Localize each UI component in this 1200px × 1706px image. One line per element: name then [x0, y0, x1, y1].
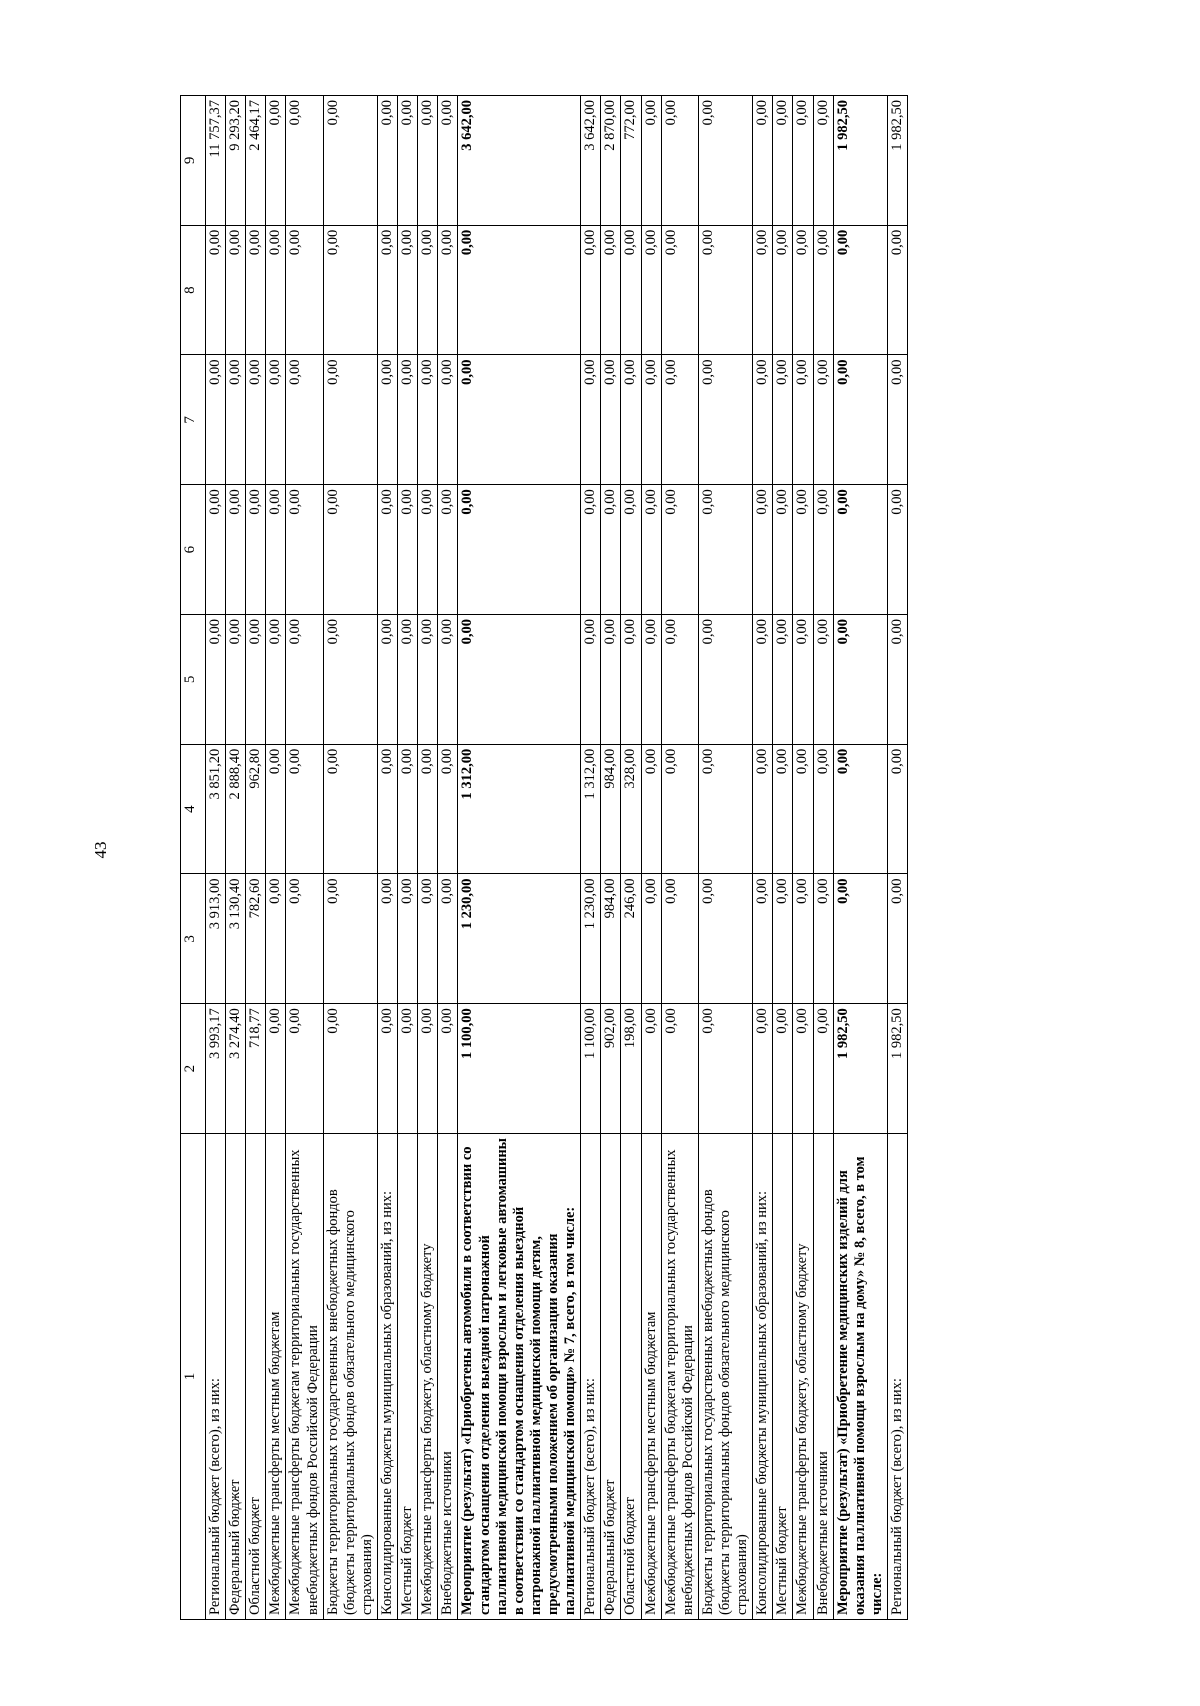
table-cell: 0,00: [246, 615, 266, 745]
table-cell: 0,00: [661, 874, 698, 1004]
table-cell: 0,00: [601, 485, 621, 615]
table-cell: 1 100,00: [458, 1004, 581, 1134]
table-cell: 0,00: [377, 744, 397, 874]
table-cell: 3 642,00: [458, 96, 581, 226]
table-cell: 0,00: [887, 874, 907, 1004]
row-label: Межбюджетные трансферты бюджету, областному бюджету: [793, 1134, 813, 1620]
table-row: [226, 96, 246, 1620]
table-cell: 0,00: [266, 615, 286, 745]
table-cell: 246,00: [621, 874, 641, 1004]
table-row: [773, 96, 793, 1620]
table-cell: 0,00: [773, 355, 793, 485]
table-cell: 0,00: [286, 225, 323, 355]
row-label: Местный бюджет: [398, 1134, 418, 1620]
budget-table: [180, 95, 908, 1620]
table-cell: 0,00: [398, 485, 418, 615]
table-cell: 0,00: [661, 485, 698, 615]
table-cell: 0,00: [601, 225, 621, 355]
table-cell: 0,00: [377, 225, 397, 355]
table-cell: 0,00: [377, 874, 397, 1004]
table-cell: 0,00: [698, 96, 752, 226]
table-cell: 0,00: [438, 744, 458, 874]
table-cell: 0,00: [621, 355, 641, 485]
table-cell: 0,00: [323, 744, 377, 874]
table-cell: 0,00: [226, 485, 246, 615]
table-cell: 0,00: [581, 225, 601, 355]
table-row: [398, 96, 418, 1620]
table-cell: 0,00: [418, 1004, 438, 1134]
table-cell: 0,00: [323, 96, 377, 226]
table-cell: 1 982,50: [887, 1004, 907, 1134]
table-cell: 0,00: [753, 1004, 773, 1134]
column-header: 2: [181, 1004, 206, 1134]
table-cell: 0,00: [438, 96, 458, 226]
table-cell: 0,00: [266, 355, 286, 485]
table-cell: 0,00: [833, 225, 887, 355]
table-cell: 0,00: [793, 874, 813, 1004]
table-cell: 0,00: [833, 355, 887, 485]
table-cell: 0,00: [418, 96, 438, 226]
table-cell: 0,00: [438, 225, 458, 355]
column-header: 8: [181, 225, 206, 355]
table-cell: 0,00: [773, 96, 793, 226]
table-cell: 0,00: [833, 615, 887, 745]
table-cell: 0,00: [438, 874, 458, 1004]
table-cell: 984,00: [601, 874, 621, 1004]
table-cell: 0,00: [773, 615, 793, 745]
table-cell: 0,00: [698, 225, 752, 355]
table-row: [266, 96, 286, 1620]
table-cell: 0,00: [793, 1004, 813, 1134]
table-cell: 0,00: [773, 485, 793, 615]
table-cell: 0,00: [226, 615, 246, 745]
table-cell: 0,00: [286, 874, 323, 1004]
table-cell: 0,00: [698, 615, 752, 745]
table-cell: 0,00: [641, 355, 661, 485]
table-cell: 0,00: [458, 355, 581, 485]
column-header: 3: [181, 874, 206, 1004]
table-cell: 1 982,50: [833, 1004, 887, 1134]
table-cell: 0,00: [226, 225, 246, 355]
table-cell: 0,00: [753, 744, 773, 874]
table-cell: 0,00: [887, 615, 907, 745]
table-row: [641, 96, 661, 1620]
table-cell: 3 913,00: [206, 874, 226, 1004]
table-cell: 0,00: [286, 485, 323, 615]
table-cell: 0,00: [398, 225, 418, 355]
column-header: 5: [181, 615, 206, 745]
rotated-page-content: [180, 96, 1190, 1620]
table-row: [286, 96, 323, 1620]
table-cell: 0,00: [641, 615, 661, 745]
table-row: [813, 96, 833, 1620]
table-cell: 0,00: [661, 1004, 698, 1134]
table-cell: 0,00: [793, 355, 813, 485]
table-cell: 0,00: [266, 874, 286, 1004]
table-row: [793, 96, 813, 1620]
table-cell: 0,00: [266, 744, 286, 874]
column-header: 1: [181, 1134, 206, 1620]
table-row: [246, 96, 266, 1620]
table-cell: 0,00: [246, 225, 266, 355]
table-row: [753, 96, 773, 1620]
table-cell: 0,00: [621, 615, 641, 745]
table-cell: 0,00: [753, 615, 773, 745]
table-cell: 0,00: [398, 744, 418, 874]
table-cell: 0,00: [323, 225, 377, 355]
table-cell: 0,00: [286, 615, 323, 745]
table-cell: 0,00: [286, 96, 323, 226]
table-cell: 0,00: [601, 355, 621, 485]
table-cell: 0,00: [813, 744, 833, 874]
row-label: Межбюджетные трансферты бюджетам территориальных государственных внебюджетных фондов Российской Федерации: [661, 1134, 698, 1620]
table-cell: 0,00: [813, 96, 833, 226]
table-cell: 0,00: [887, 485, 907, 615]
table-cell: 0,00: [438, 485, 458, 615]
row-label: Региональный бюджет (всего), из них:: [206, 1134, 226, 1620]
table-cell: 0,00: [661, 615, 698, 745]
table-cell: 0,00: [246, 355, 266, 485]
table-cell: 0,00: [698, 744, 752, 874]
table-cell: 0,00: [813, 225, 833, 355]
row-label: Федеральный бюджет: [226, 1134, 246, 1620]
table-cell: 0,00: [698, 874, 752, 1004]
table-cell: 0,00: [438, 355, 458, 485]
table-cell: 0,00: [418, 485, 438, 615]
table-cell: 1 312,00: [458, 744, 581, 874]
row-label: Местный бюджет: [773, 1134, 793, 1620]
table-cell: 0,00: [418, 355, 438, 485]
column-header: 6: [181, 485, 206, 615]
table-cell: 0,00: [286, 1004, 323, 1134]
table-cell: 2 464,17: [246, 96, 266, 226]
table-cell: 0,00: [698, 485, 752, 615]
table-cell: 0,00: [377, 615, 397, 745]
table-cell: 0,00: [266, 485, 286, 615]
table-cell: 0,00: [377, 355, 397, 485]
row-label: Межбюджетные трансферты местным бюджетам: [266, 1134, 286, 1620]
table-cell: 0,00: [698, 355, 752, 485]
table-cell: 0,00: [813, 355, 833, 485]
table-cell: 0,00: [641, 1004, 661, 1134]
row-label: Внебюджетные источники: [438, 1134, 458, 1620]
row-label: Межбюджетные трансферты бюджетам территориальных государственных внебюджетных фондов Российской Федерации: [286, 1134, 323, 1620]
table-cell: 0,00: [398, 874, 418, 1004]
table-cell: 0,00: [246, 485, 266, 615]
table-cell: 0,00: [377, 1004, 397, 1134]
table-cell: 0,00: [621, 225, 641, 355]
table-cell: 0,00: [641, 485, 661, 615]
table-cell: 0,00: [266, 1004, 286, 1134]
table-row: [621, 96, 641, 1620]
table-cell: 0,00: [753, 225, 773, 355]
table-cell: 0,00: [323, 874, 377, 1004]
table-cell: 0,00: [813, 1004, 833, 1134]
table-cell: 0,00: [418, 744, 438, 874]
table-row: [887, 96, 907, 1620]
table-cell: 0,00: [833, 744, 887, 874]
table-row: [377, 96, 397, 1620]
table-cell: 0,00: [286, 744, 323, 874]
table-cell: 0,00: [813, 485, 833, 615]
table-cell: 3 130,40: [226, 874, 246, 1004]
table-cell: 772,00: [621, 96, 641, 226]
table-cell: 0,00: [601, 615, 621, 745]
table-cell: 0,00: [398, 615, 418, 745]
table-row: [206, 96, 226, 1620]
column-header: 4: [181, 744, 206, 874]
table-cell: 0,00: [753, 485, 773, 615]
table-cell: 0,00: [581, 355, 601, 485]
table-cell: 0,00: [793, 96, 813, 226]
table-cell: 2 888,40: [226, 744, 246, 874]
table-cell: 0,00: [266, 225, 286, 355]
table-cell: 718,77: [246, 1004, 266, 1134]
table-cell: 3 851,20: [206, 744, 226, 874]
row-label: Внебюджетные источники: [813, 1134, 833, 1620]
table-cell: 0,00: [206, 355, 226, 485]
table-cell: 0,00: [773, 744, 793, 874]
row-label: Областной бюджет: [621, 1134, 641, 1620]
row-label: Мероприятие (результат) «Приобретены автомобили в соответствии со стандартом оснащения отделения выездной патронажной паллиативной медицинской помощи взрослым и легковые автомашины в соответствии со стандартом оснащения отделения выездной патронажной паллиативной медицинской помощи детям, предусмотренными положением об организации оказания паллиативной медицинской помощи» № 7, всего, в том числе:: [458, 1134, 581, 1620]
table-header-row: [181, 96, 206, 1620]
row-label: Региональный бюджет (всего), из них:: [887, 1134, 907, 1620]
table-cell: 0,00: [286, 355, 323, 485]
table-cell: 782,60: [246, 874, 266, 1004]
table-cell: 198,00: [621, 1004, 641, 1134]
table-cell: 0,00: [377, 485, 397, 615]
table-cell: 3 642,00: [581, 96, 601, 226]
table-cell: 0,00: [887, 744, 907, 874]
table-cell: 0,00: [458, 615, 581, 745]
table-cell: 0,00: [793, 744, 813, 874]
table-cell: 0,00: [206, 615, 226, 745]
table-cell: 0,00: [458, 485, 581, 615]
table-cell: 0,00: [418, 225, 438, 355]
table-cell: 1 982,50: [887, 96, 907, 226]
table-cell: 0,00: [438, 1004, 458, 1134]
table-cell: 0,00: [753, 96, 773, 226]
column-header: 9: [181, 96, 206, 226]
table-row: [323, 96, 377, 1620]
table-row: [601, 96, 621, 1620]
table-cell: 0,00: [323, 1004, 377, 1134]
table-row: [458, 96, 581, 1620]
table-body: [206, 96, 908, 1620]
table-cell: 0,00: [661, 744, 698, 874]
table-cell: 0,00: [813, 615, 833, 745]
table-cell: 0,00: [323, 485, 377, 615]
table-cell: 0,00: [661, 225, 698, 355]
table-cell: 0,00: [458, 225, 581, 355]
table-cell: 0,00: [661, 96, 698, 226]
row-label: Областной бюджет: [246, 1134, 266, 1620]
table-cell: 0,00: [793, 485, 813, 615]
row-label: Межбюджетные трансферты бюджету, областному бюджету: [418, 1134, 438, 1620]
table-cell: 1 100,00: [581, 1004, 601, 1134]
row-label: Федеральный бюджет: [601, 1134, 621, 1620]
table-cell: 0,00: [206, 485, 226, 615]
table-cell: 0,00: [398, 355, 418, 485]
table-cell: 11 757,37: [206, 96, 226, 226]
table-cell: 0,00: [266, 96, 286, 226]
table-cell: 0,00: [398, 96, 418, 226]
table-cell: 984,00: [601, 744, 621, 874]
table-row: [581, 96, 601, 1620]
table-cell: 0,00: [641, 874, 661, 1004]
table-cell: 902,00: [601, 1004, 621, 1134]
table-cell: 0,00: [418, 874, 438, 1004]
table-cell: 0,00: [833, 874, 887, 1004]
table-cell: 0,00: [661, 355, 698, 485]
table-cell: 0,00: [206, 225, 226, 355]
table-cell: 962,80: [246, 744, 266, 874]
row-label: Региональный бюджет (всего), из них:: [581, 1134, 601, 1620]
table-cell: 0,00: [323, 615, 377, 745]
table-row: [698, 96, 752, 1620]
table-cell: 1 230,00: [581, 874, 601, 1004]
table-cell: 0,00: [773, 874, 793, 1004]
table-cell: 0,00: [581, 485, 601, 615]
table-cell: 0,00: [793, 225, 813, 355]
table-cell: 0,00: [753, 355, 773, 485]
table-cell: 0,00: [833, 485, 887, 615]
table-cell: 0,00: [377, 96, 397, 226]
table-cell: 3 274,40: [226, 1004, 246, 1134]
table-row: [418, 96, 438, 1620]
row-label: Межбюджетные трансферты местным бюджетам: [641, 1134, 661, 1620]
table-cell: 0,00: [438, 615, 458, 745]
table-cell: 0,00: [773, 1004, 793, 1134]
table-cell: 0,00: [398, 1004, 418, 1134]
table-cell: 0,00: [641, 225, 661, 355]
table-cell: 3 993,17: [206, 1004, 226, 1134]
table-cell: 0,00: [226, 355, 246, 485]
table-cell: 328,00: [621, 744, 641, 874]
table-cell: 0,00: [887, 225, 907, 355]
table-cell: 0,00: [753, 874, 773, 1004]
table-cell: 2 870,00: [601, 96, 621, 226]
table-cell: 0,00: [698, 1004, 752, 1134]
row-label: Мероприятие (результат) «Приобретение медицинских изделий для оказания паллиативной помощи взрослым на дому» № 8, всего, в том числе:: [833, 1134, 887, 1620]
table-row: [438, 96, 458, 1620]
row-label: Бюджеты территориальных государственных внебюджетных фондов (бюджеты территориальных фондов обязательного медицинского страхования): [323, 1134, 377, 1620]
row-label: Консолидированные бюджеты муниципальных образований, из них:: [377, 1134, 397, 1620]
table-cell: 0,00: [323, 355, 377, 485]
table-cell: 0,00: [621, 485, 641, 615]
table-cell: 1 230,00: [458, 874, 581, 1004]
column-header: 7: [181, 355, 206, 485]
table-row: [661, 96, 698, 1620]
table-cell: 1 312,00: [581, 744, 601, 874]
table-cell: 0,00: [581, 615, 601, 745]
table-cell: 0,00: [793, 615, 813, 745]
row-label: Бюджеты территориальных государственных внебюджетных фондов (бюджеты территориальных фондов обязательного медицинского страхования): [698, 1134, 752, 1620]
table-cell: 0,00: [773, 225, 793, 355]
page-number: 43: [91, 841, 110, 859]
table-cell: 0,00: [813, 874, 833, 1004]
table-row: [833, 96, 887, 1620]
table-cell: 0,00: [641, 744, 661, 874]
table-cell: 9 293,20: [226, 96, 246, 226]
table-cell: 0,00: [887, 355, 907, 485]
table-cell: 0,00: [641, 96, 661, 226]
table-cell: 1 982,50: [833, 96, 887, 226]
row-label: Консолидированные бюджеты муниципальных образований, из них:: [753, 1134, 773, 1620]
table-cell: 0,00: [418, 615, 438, 745]
